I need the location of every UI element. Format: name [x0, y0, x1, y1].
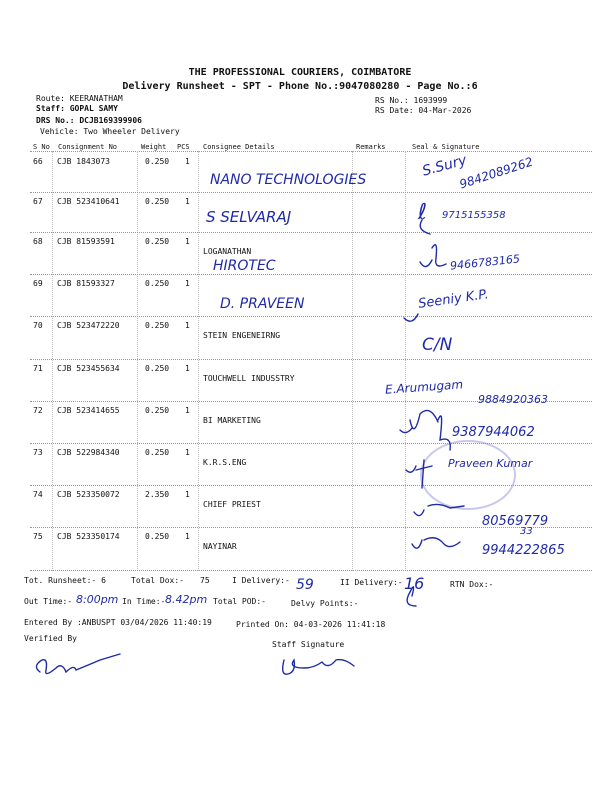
row-consignee: NAYINAR — [203, 542, 237, 551]
row-sno: 75 — [33, 532, 43, 541]
row-sno: 67 — [33, 197, 43, 206]
handwritten-remark: C/N — [422, 335, 453, 355]
row-consignee: TOUCHWELL INDUSSTRY — [203, 374, 295, 383]
rtn-dox-label: RTN Dox:- — [450, 580, 494, 589]
out-time-label: Out Time:- — [24, 597, 73, 606]
col-divider — [352, 151, 353, 571]
handwritten-phone-suffix: 33 — [520, 526, 533, 537]
col-consignment: Consignment No — [58, 143, 118, 151]
row-divider — [30, 359, 592, 360]
row-consignment-no: CJB 81593591 — [57, 237, 115, 246]
row-sno: 72 — [33, 406, 43, 415]
row-consignee: BI MARKETING — [203, 416, 261, 425]
row-weight: 0.250 — [145, 279, 170, 288]
handwritten-phone: 80569779 — [482, 514, 549, 529]
rs-date-label: RS Date: 04-Mar-2026 — [375, 106, 472, 115]
row-divider — [30, 232, 592, 233]
staff-label: Staff: GOPAL SAMY — [36, 104, 118, 113]
rs-no-label: RS No.: 1693999 — [375, 96, 448, 105]
row-consignment-no: CJB 523350072 — [57, 490, 120, 499]
row-weight: 0.250 — [145, 237, 170, 246]
handwritten-signature: S.Sury — [420, 152, 469, 180]
in-time-value: 8.42pm — [165, 593, 208, 606]
col-remarks: Remarks — [356, 143, 386, 151]
handwritten-phone: 9387944062 — [452, 425, 535, 440]
row-sno: 68 — [33, 237, 43, 246]
i-delivery-label: I Delivery:- — [232, 576, 290, 585]
in-time-label: In Time:- — [122, 597, 166, 606]
handwritten-signature: Praveen Kumar — [448, 457, 533, 470]
row-divider — [30, 192, 592, 193]
ii-delivery-label: II Delivery:- — [340, 578, 403, 587]
row-sno: 74 — [33, 490, 43, 499]
row-divider — [30, 274, 592, 275]
tot-runsheet: Tot. Runsheet:- 6 — [24, 576, 106, 585]
row-sno: 71 — [33, 364, 43, 373]
ii-delivery-value: 16 — [404, 574, 425, 593]
col-pcs: PCS — [177, 143, 190, 151]
col-divider — [405, 151, 406, 571]
handwritten-consignee: S SELVARAJ — [206, 208, 292, 226]
col-divider — [52, 151, 53, 571]
col-seal: Seal & Signature — [412, 143, 480, 151]
row-sno: 69 — [33, 279, 43, 288]
i-delivery-value: 59 — [296, 577, 314, 593]
row-consignment-no: CJB 1843073 — [57, 157, 110, 166]
row-consignment-no: CJB 523414655 — [57, 406, 120, 415]
row-pcs: 1 — [185, 406, 190, 415]
entered-by: Entered By :ANBUSPT 03/04/2026 11:40:19 — [24, 618, 212, 627]
row-weight: 0.250 — [145, 406, 170, 415]
total-dox-value: 75 — [200, 576, 210, 585]
row-pcs: 1 — [185, 197, 190, 206]
handwritten-signature-mark: ℓ — [418, 200, 428, 225]
runsheet-subtitle: Delivery Runsheet - SPT - Phone No.:9047080280 - Page No.:6 — [122, 81, 478, 92]
handwritten-phone: 9884920363 — [478, 393, 548, 406]
handwritten-phone: 9715155358 — [442, 210, 506, 221]
row-sno: 73 — [33, 448, 43, 457]
vehicle-label: Vehicle: Two Wheeler Delivery — [40, 127, 180, 136]
seal-stamp — [420, 440, 516, 510]
row-consignment-no: CJB 523472220 — [57, 321, 120, 330]
row-weight: 0.250 — [145, 197, 170, 206]
row-consignment-no: CJB 523350174 — [57, 532, 120, 541]
printed-on: Printed On: 04-03-2026 11:41:18 — [236, 620, 386, 629]
staff-signature-label: Staff Signature — [272, 640, 345, 649]
row-pcs: 1 — [185, 279, 190, 288]
row-sno: 66 — [33, 157, 43, 166]
row-pcs: 1 — [185, 490, 190, 499]
handwritten-consignee: HIROTEC — [213, 258, 276, 274]
total-dox-label: Total Dox:- — [131, 576, 184, 585]
delvy-points-label: Delvy Points:- — [291, 599, 359, 608]
row-consignment-no: CJB 81593327 — [57, 279, 115, 288]
row-divider — [30, 443, 592, 444]
out-time-value: 8:00pm — [76, 593, 119, 606]
route-label: Route: KEERANATHAM — [36, 94, 123, 103]
table-bottom-divider — [30, 570, 592, 571]
row-divider — [30, 316, 592, 317]
row-consignment-no: CJB 523410641 — [57, 197, 120, 206]
row-consignment-no: CJB 523455634 — [57, 364, 120, 373]
header-divider — [30, 151, 592, 152]
row-weight: 0.250 — [145, 532, 170, 541]
col-weight: Weight — [141, 143, 167, 151]
row-weight: 0.250 — [145, 364, 170, 373]
total-pod-label: Total POD:- — [213, 597, 266, 606]
handwritten-phone: 9944222865 — [482, 543, 565, 558]
col-divider — [137, 151, 138, 571]
row-weight: 0.250 — [145, 448, 170, 457]
col-consignee: Consignee Details — [203, 143, 275, 151]
col-sno: S No — [33, 143, 50, 151]
handwritten-consignee: D. PRAVEEN — [220, 296, 305, 312]
row-consignee: CHIEF PRIEST — [203, 500, 261, 509]
row-pcs: 1 — [185, 237, 190, 246]
handwritten-name: E.Arumugam — [384, 377, 464, 397]
row-consignment-no: CJB 522984340 — [57, 448, 120, 457]
row-weight: 0.250 — [145, 321, 170, 330]
row-pcs: 1 — [185, 157, 190, 166]
row-pcs: 1 — [185, 532, 190, 541]
company-title: THE PROFESSIONAL COURIERS, COIMBATORE — [188, 67, 412, 78]
handwritten-phone: 9842089262 — [457, 154, 535, 192]
row-pcs: 1 — [185, 321, 190, 330]
handwritten-consignee: NANO TECHNOLOGIES — [210, 172, 367, 188]
col-divider — [198, 151, 199, 571]
handwritten-signature: Seeniy K.P. — [417, 287, 490, 312]
row-pcs: 1 — [185, 448, 190, 457]
row-weight: 2.350 — [145, 490, 170, 499]
handwritten-phone: 9466783165 — [449, 252, 521, 273]
row-consignee: LOGANATHAN — [203, 247, 252, 256]
drs-label: DRS No.: DCJB169399906 — [36, 116, 142, 125]
verified-by-label: Verified By — [24, 634, 77, 643]
row-sno: 70 — [33, 321, 43, 330]
row-weight: 0.250 — [145, 157, 170, 166]
row-consignee: K.R.S.ENG — [203, 458, 247, 467]
row-pcs: 1 — [185, 364, 190, 373]
row-consignee: STEIN ENGENEIRNG — [203, 331, 281, 340]
